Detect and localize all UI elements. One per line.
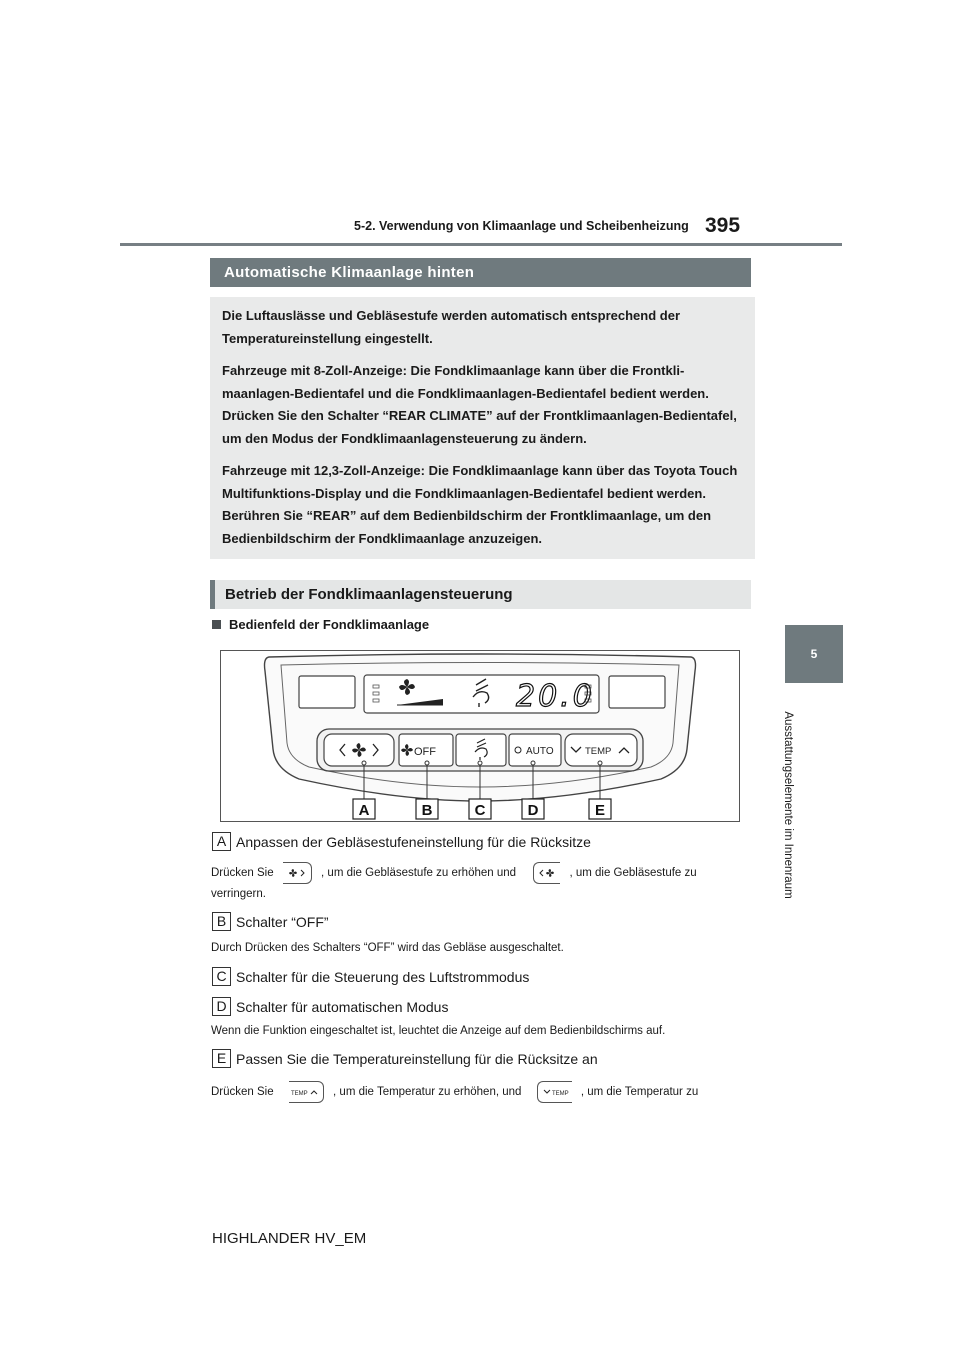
item-b-description: Durch Drücken des Schalters “OFF” wird das Gebläse ausgeschaltet. (211, 942, 564, 954)
intro-paragraph: Fahrzeuge mit 12,3-Zoll-Anzeige: Die Fondklimaanlage kann über das Toyota Touch Multifunktions-Display und die Fondklimaanlagen-Bedientafel bedient werden. Berühren Sie “REAR” auf dem Bedienbildschirm der Frontklimaanlage, um den Bedienbildschirm der Fondklimaanlage anzuzeigen. (222, 463, 738, 546)
fan-up-button-icon (283, 862, 312, 884)
item-letter: D (212, 997, 231, 1016)
item-letter: A (212, 832, 231, 851)
callout-b: B (421, 802, 433, 819)
chapter-tab: 5 (785, 625, 843, 683)
section-heading-rear-control: Betrieb der Fondklimaanlagensteuerung (210, 580, 751, 609)
subheading-text: Bedienfeld der Fondklimaanlage (229, 617, 430, 632)
item-b (212, 912, 329, 931)
header-divider (120, 243, 842, 246)
item-title: Schalter für automatischen Modus (236, 998, 449, 1015)
page-number: 395 (705, 214, 741, 237)
intro-paragraph: Fahrzeuge mit 8-Zoll-Anzeige: Die Fondklimaanlage kann über die Frontklimaanlagen-Bedientafel und die Fondklimaanlagen-Bedientafel bedient werden. Drücken Sie den Schalter “REAR CLIMATE” auf der Frontklimaanlagen-Bedientafel, um den Modus der Fondklimaanlagensteuerung zu ändern. (222, 363, 737, 446)
callout-c: C (474, 802, 486, 819)
item-letter: B (212, 912, 231, 931)
desc-text: , um die Temperatur zu (580, 1086, 699, 1099)
item-a-description (211, 862, 751, 904)
off-label: OFF (414, 746, 436, 758)
desc-text: , um die Gebläsestufe zu (569, 867, 697, 880)
temp-up-label: TEMP (290, 1091, 308, 1097)
intro-box (210, 297, 755, 559)
temp-down-button-icon (537, 1081, 572, 1103)
item-d (212, 997, 448, 1016)
subheading (212, 617, 429, 632)
item-title: Schalter für die Steuerung des Luftstrommodus (236, 968, 530, 985)
item-e-description (211, 1081, 751, 1103)
callout-e: E (594, 802, 606, 819)
section-title: 5-2. Verwendung von Klimaanlage und Scheibenheizung (354, 219, 689, 233)
callout-d: D (527, 802, 539, 819)
intro-paragraph: Die Luftauslässe und Gebläsestufe werden automatisch entsprechend der Temperatureinstellung eingestellt. (222, 308, 681, 346)
temp-up-button-icon (289, 1081, 324, 1103)
fan-down-button-icon (533, 862, 560, 884)
display-temperature: 20.0 (516, 679, 595, 714)
item-title: Passen Sie die Temperatureinstellung für die Rücksitze an (236, 1050, 598, 1067)
item-title: Anpassen der Gebläsestufeneinstellung für die Rücksitze (236, 833, 591, 850)
temp-down-label: TEMP (551, 1091, 569, 1097)
item-d-description: Wenn die Funktion eingeschaltet ist, leuchtet die Anzeige auf dem Bedienbildschirms auf. (211, 1025, 666, 1037)
auto-label: AUTO (526, 746, 554, 757)
item-title: Schalter “OFF” (236, 913, 329, 930)
item-letter: C (212, 967, 231, 986)
square-bullet-icon (212, 620, 221, 629)
chapter-side-label-text: Ausstattungselemente im Innenraum (782, 711, 794, 899)
footer-model-code: HIGHLANDER HV_EM (212, 1230, 367, 1247)
temp-label: TEMP (585, 746, 612, 757)
desc-text: verringern. (211, 888, 266, 900)
item-e (212, 1049, 598, 1068)
desc-text: Drücken Sie (211, 1086, 274, 1099)
panel-illustration (221, 651, 739, 821)
item-c (212, 967, 529, 986)
desc-text: , um die Gebläsestufe zu erhöhen und (321, 867, 517, 880)
item-letter: E (212, 1049, 231, 1068)
section-heading-rear-auto-climate: Automatische Klimaanlage hinten (210, 258, 751, 287)
desc-text: Drücken Sie (211, 867, 274, 880)
rear-climate-panel-figure (220, 650, 740, 822)
desc-text: , um die Temperatur zu erhöhen, und (333, 1086, 522, 1099)
callout-a: A (358, 802, 370, 819)
item-a (212, 832, 591, 851)
